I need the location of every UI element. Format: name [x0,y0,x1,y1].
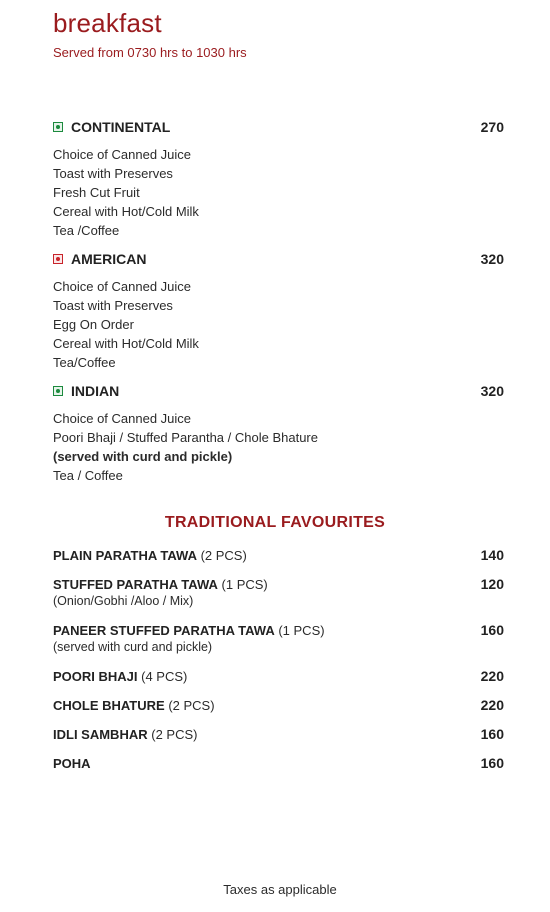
list-item: Egg On Order [53,317,134,332]
set-price: 320 [480,383,504,399]
dish-name: PANEER STUFFED PARATHA TAWA [53,623,275,638]
dish-item [53,576,504,610]
footer-note: Taxes as applicable [223,882,337,897]
list-item: Toast with Preserves [53,166,173,181]
list-item: (served with curd and pickle) [53,449,233,464]
dish-price: 140 [480,547,504,563]
dish-name: STUFFED PARATHA TAWA [53,577,218,592]
list-item: Cereal with Hot/Cold Milk [53,204,199,219]
dish-item [53,547,504,564]
dish-item [53,668,504,685]
list-item: Poori Bhaji / Stuffed Parantha / Chole Bhature [53,430,318,445]
section-title: TRADITIONAL FAVOURITES [164,514,386,531]
page-subtitle: Served from 0730 hrs to 1030 hrs [53,45,247,60]
set-items-indian [53,409,318,485]
dish-name: PLAIN PARATHA TAWA [53,548,197,563]
set-header-american [53,250,504,268]
set-header-continental [53,118,504,136]
list-item: Toast with Preserves [53,298,173,313]
set-price: 270 [480,119,504,135]
set-header-indian [53,382,504,400]
set-price: 320 [480,251,504,267]
list-item: Choice of Canned Juice [53,411,192,426]
dish-name: POHA [53,756,91,771]
set-name: CONTINENTAL [71,119,171,135]
list-item: Fresh Cut Fruit [53,185,140,200]
veg-icon [53,122,63,132]
dish-price: 160 [480,622,504,638]
dish-item [53,622,504,656]
veg-icon [53,386,63,396]
dish-qty: (1 PCS) [221,577,268,592]
list-item: Tea / Coffee [53,468,123,483]
dish-price: 160 [480,755,504,771]
dish-name: IDLI SAMBHAR [53,727,148,742]
dish-price: 160 [480,726,504,742]
list-item: Tea/Coffee [53,355,116,370]
page-title: breakfast [53,8,162,38]
set-items-american [53,277,199,372]
list-item: Tea /Coffee [53,223,120,238]
set-name: INDIAN [71,383,120,399]
dish-item [53,726,504,743]
dish-price: 220 [480,668,504,684]
set-items-continental [53,145,199,240]
non-veg-icon [53,254,63,264]
dish-item [53,697,504,714]
list-item: Choice of Canned Juice [53,279,192,294]
dish-qty: (1 PCS) [278,623,325,638]
dish-qty: (2 PCS) [200,548,247,563]
dish-price: 120 [480,576,504,592]
dish-price: 220 [480,697,504,713]
dish-qty: (2 PCS) [168,698,215,713]
set-name: AMERICAN [71,251,147,267]
dish-qty: (4 PCS) [141,669,188,684]
list-item: Choice of Canned Juice [53,147,192,162]
dish-qty: (2 PCS) [151,727,198,742]
dish-name: CHOLE BHATURE [53,698,165,713]
dish-note: (served with curd and pickle) [53,640,213,654]
dish-note: (Onion/Gobhi /Aloo / Mix) [53,594,194,608]
dish-name: POORI BHAJI [53,669,138,684]
list-item: Cereal with Hot/Cold Milk [53,336,199,351]
dish-item [53,755,504,772]
